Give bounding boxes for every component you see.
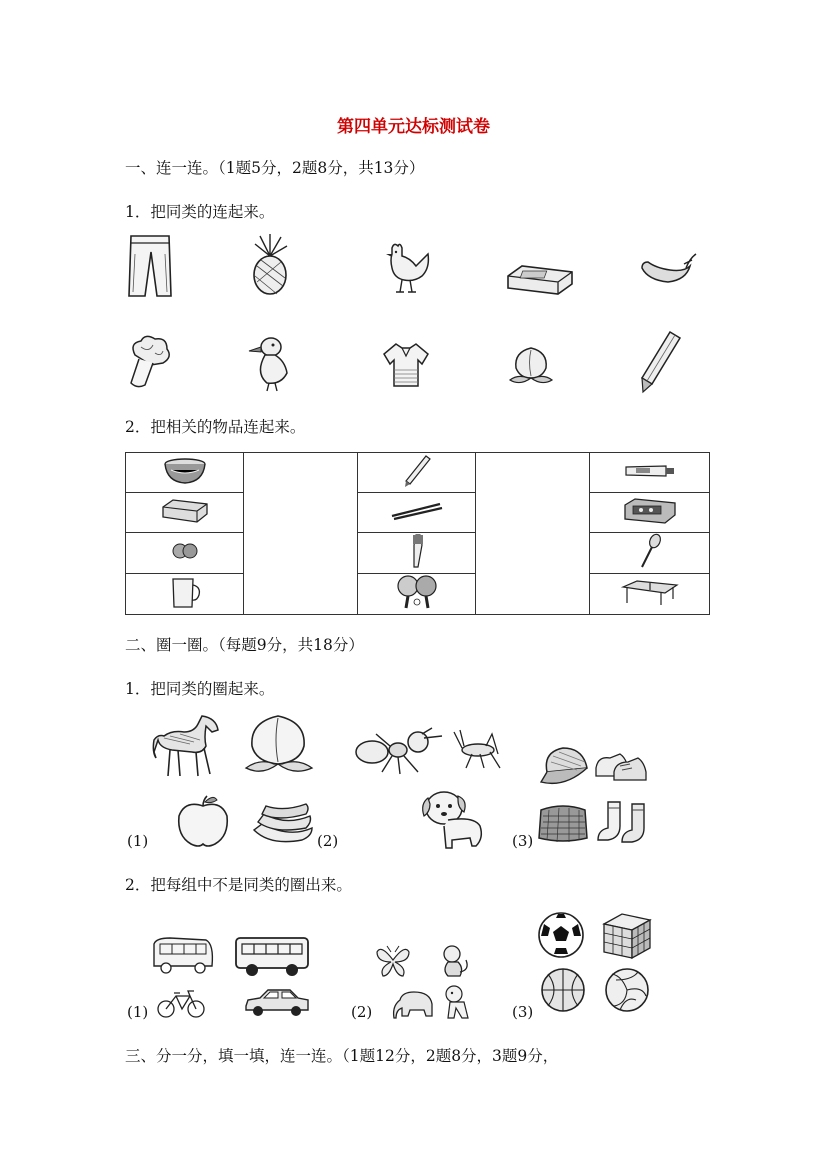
mug-icon <box>167 575 203 609</box>
s2q2-label-2: (2) <box>351 1003 373 1021</box>
blank-column-1 <box>244 453 358 615</box>
s2q1-label-2: (2) <box>317 832 339 850</box>
eraser-icon <box>504 262 576 298</box>
cell-ping-pong-table <box>590 574 710 615</box>
bananas-icon <box>250 800 316 850</box>
section3-heading: 三、分一分，填一填，连一连。（1题12分，2题8分，3题9分， <box>125 1047 559 1065</box>
section1-q2: 2．把相关的物品连起来。 <box>125 418 306 436</box>
bus-icon <box>232 934 312 980</box>
butterfly-icon <box>375 944 411 978</box>
monkey-icon <box>438 944 470 980</box>
puppy-icon <box>418 786 490 852</box>
section1-q1: 1．把同类的连起来。 <box>125 203 275 221</box>
cell-pencil-box <box>126 493 244 533</box>
s2q1-label-1: (1) <box>127 832 149 850</box>
cell-paddles <box>358 574 476 615</box>
cell-mug <box>126 574 244 615</box>
section2-q2: 2．把每组中不是同类的圈出来。 <box>125 876 352 894</box>
sneakers-icon <box>594 748 650 786</box>
chopsticks-icon <box>390 500 444 522</box>
cell-buttons <box>126 533 244 574</box>
grasshopper-icon <box>452 728 504 772</box>
car-icon <box>242 988 312 1018</box>
spoon-icon <box>637 533 663 569</box>
rooster-icon <box>380 240 432 295</box>
pants-icon <box>125 234 175 299</box>
cap-icon <box>535 742 593 788</box>
basketball-icon <box>538 966 588 1014</box>
pencil-icon <box>402 454 432 488</box>
bicycle-icon <box>156 988 206 1020</box>
peach-icon <box>506 342 556 388</box>
duck-icon <box>245 333 291 393</box>
page-title: 第四单元达标测试卷 <box>337 117 490 137</box>
s2q2-label-1: (1) <box>127 1003 149 1021</box>
puppy-icon <box>442 984 470 1020</box>
blank-column-2 <box>476 453 590 615</box>
horse-icon <box>150 712 224 782</box>
shirt-icon <box>380 340 432 390</box>
eggplant-icon <box>638 250 698 286</box>
bus-icon <box>150 936 216 976</box>
section2-heading: 二、圈一圈。（每题9分，共18分） <box>125 636 364 654</box>
cell-toothpaste <box>590 453 710 493</box>
s2q1-label-3: (3) <box>512 832 534 850</box>
section1-heading: 一、连一连。（1题5分，2题8分，共13分） <box>125 159 425 177</box>
ant-icon <box>352 728 448 776</box>
soccer-ball-icon <box>536 910 586 960</box>
peach-icon <box>240 712 316 778</box>
pineapple-icon <box>245 234 295 296</box>
pencil-box-icon <box>159 497 211 525</box>
section2-q1: 1．把同类的圈起来。 <box>125 680 275 698</box>
elephant-icon <box>392 990 436 1020</box>
cell-pencil-case <box>590 493 710 533</box>
bowl-icon <box>161 456 209 486</box>
cell-spoon <box>590 533 710 574</box>
sweater-icon <box>535 800 591 844</box>
rubiks-cube-icon <box>600 910 654 960</box>
toothpaste-icon <box>622 463 678 479</box>
pencil-icon <box>640 330 682 394</box>
cell-bowl <box>126 453 244 493</box>
socks-icon <box>596 800 658 844</box>
pencil-case-icon <box>621 497 679 525</box>
cabbage-icon <box>125 333 175 391</box>
toothbrush-icon <box>404 533 430 569</box>
ping-pong-paddles-icon <box>395 574 439 610</box>
apple-icon <box>175 796 231 848</box>
ping-pong-table-icon <box>619 577 681 607</box>
matching-table <box>125 452 710 615</box>
cell-chopsticks <box>358 493 476 533</box>
volleyball-icon <box>602 966 652 1014</box>
cell-toothbrush <box>358 533 476 574</box>
buttons-icon <box>170 542 200 560</box>
s2q2-label-3: (3) <box>512 1003 534 1021</box>
cell-pencil <box>358 453 476 493</box>
